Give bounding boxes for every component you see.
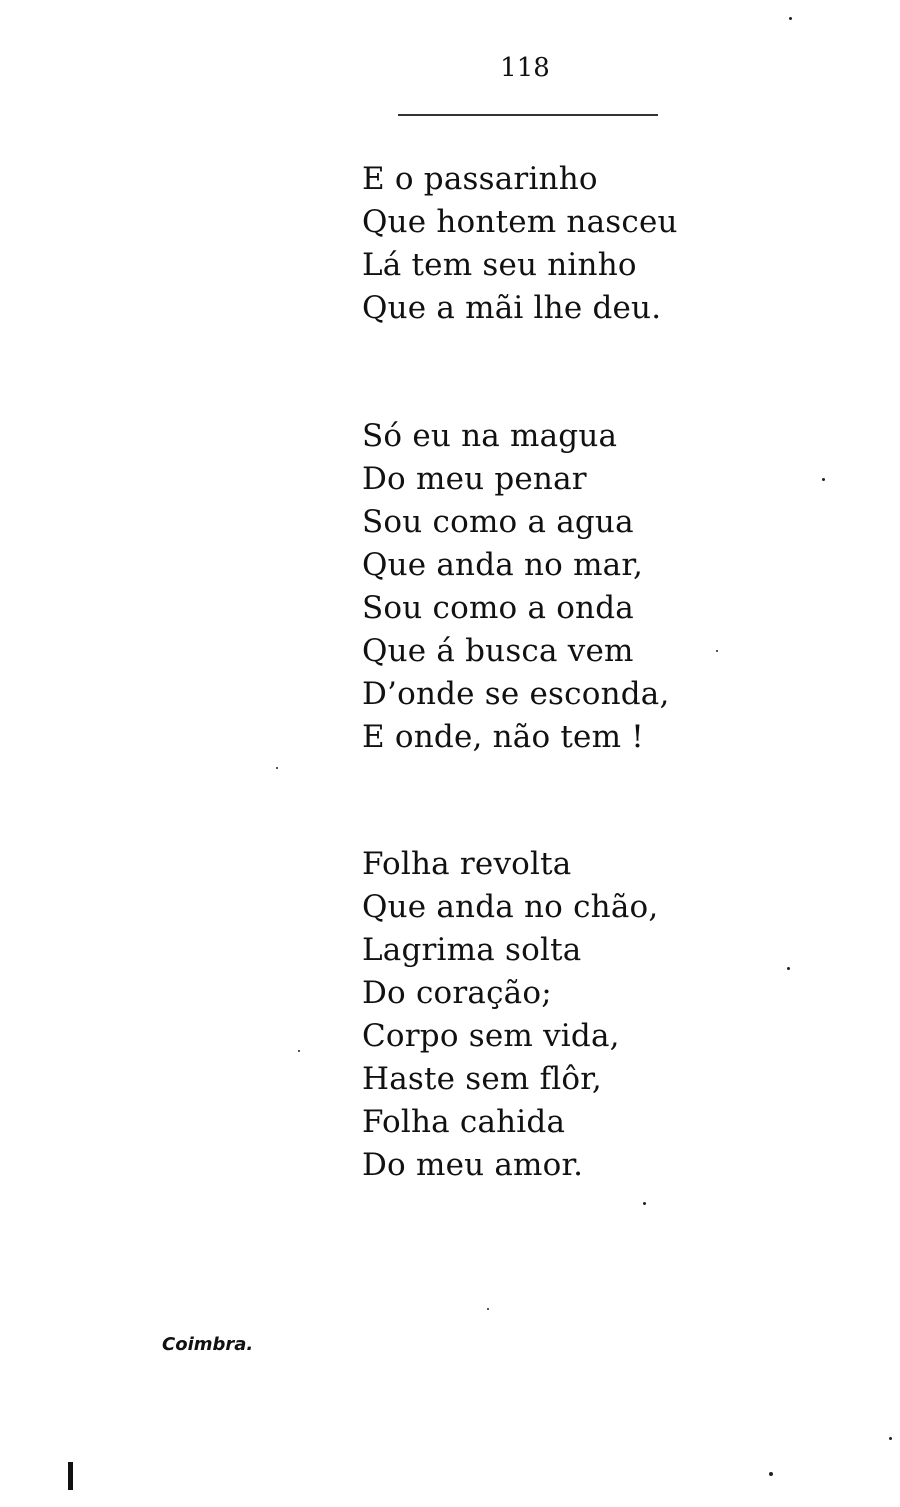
verse-line: Que hontem nasceu [362,204,678,240]
edge-mark [68,1462,73,1490]
stanza-1 [362,158,678,330]
header-rule [398,114,658,116]
verse-line: E o passarinho [362,161,598,197]
verse-line: Do meu amor. [362,1147,584,1183]
verse-line: Que a mãi lhe deu. [362,290,662,326]
verse-line: Do meu penar [362,461,587,497]
stanza-3 [362,843,658,1187]
scan-speck [822,478,825,481]
verse-line: Folha revolta [362,846,572,882]
verse-line: D’onde se esconda, [362,676,670,712]
scan-speck [298,1050,300,1052]
page-number: 118 [500,53,550,83]
place-signature: Coimbra. [162,1334,254,1355]
verse-line: Lá tem seu ninho [362,247,637,283]
scan-speck [643,1202,646,1205]
verse-line: Só eu na magua [362,418,618,454]
verse-line: Corpo sem vida, [362,1018,620,1054]
scan-speck [787,967,790,970]
verse-line: Haste sem flôr, [362,1061,602,1097]
stanza-2 [362,415,670,759]
scan-speck [769,1472,773,1476]
scan-speck [889,1437,892,1440]
scan-speck [716,650,718,652]
verse-line: E onde, não tem ! [362,719,644,755]
verse-line: Sou como a onda [362,590,634,626]
scan-speck [789,17,792,20]
verse-line: Sou como a agua [362,504,634,540]
verse-line: Folha cahida [362,1104,566,1140]
verse-line: Que anda no mar, [362,547,644,583]
verse-line: Que á busca vem [362,633,634,669]
scan-speck [487,1308,489,1310]
scan-speck [276,767,278,769]
verse-line: Lagrima solta [362,932,582,968]
verse-line: Do coração; [362,975,552,1011]
verse-line: Que anda no chão, [362,889,659,925]
